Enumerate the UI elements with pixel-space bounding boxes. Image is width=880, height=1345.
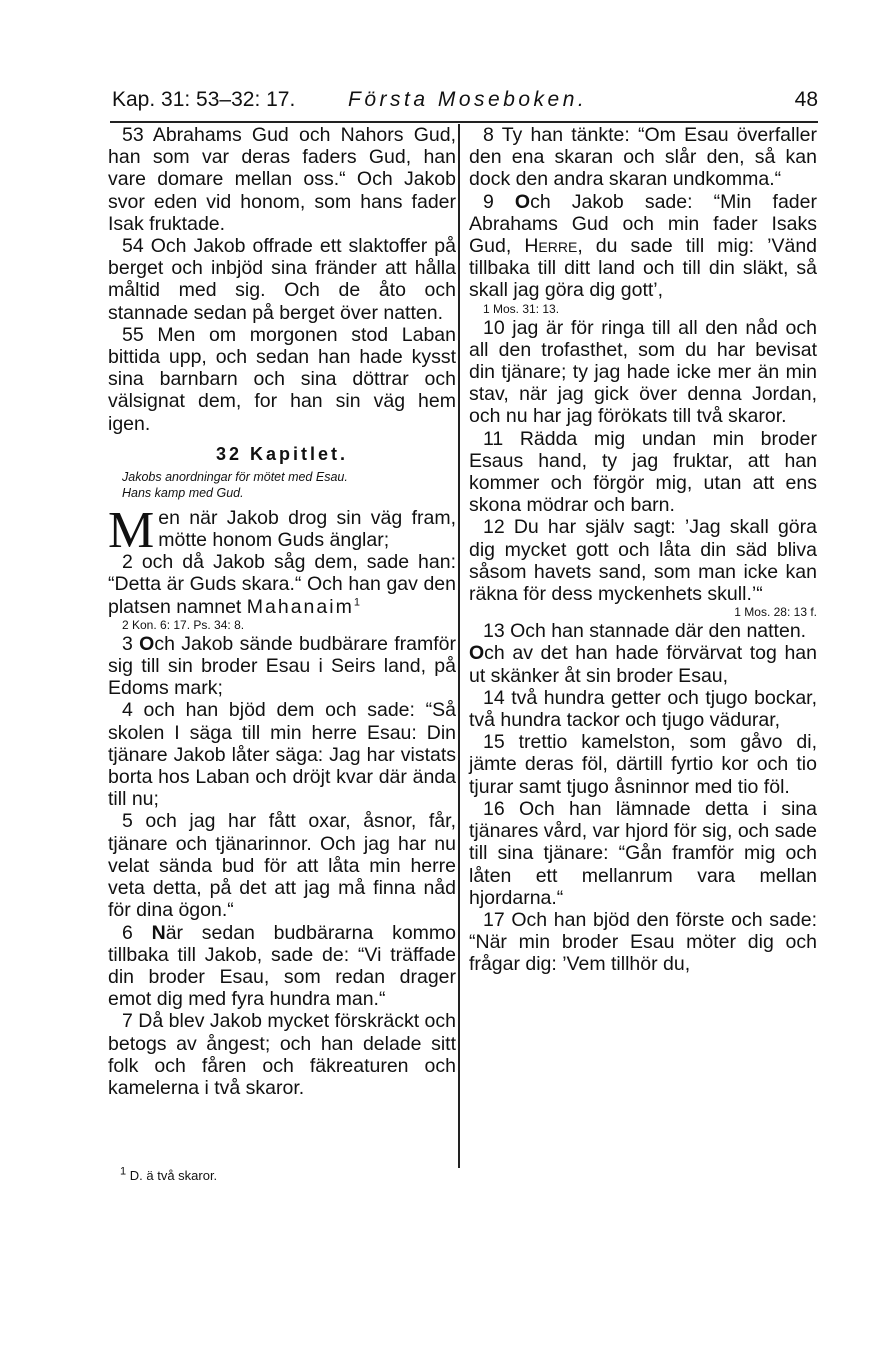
chapter-heading: 32 Kapitlet.: [215, 443, 349, 464]
verse-54: 54 Och Jakob offrade ett slaktoffer på berget och inbjöd sina fränder att hålla måltid med sig. Och de åto och stannade sedan på berget över natten.: [108, 235, 456, 324]
verse-8: 8 Ty han tänkte: “Om Esau överfaller den ena skaran och slår den, så kan dock den andra skaran undkomma.“: [469, 124, 817, 191]
verse-6-text: är sedan budbärarna kommo tillbaka till Jakob, sade de: “Vi träffade din broder Esau, som redan drager emot dig med fyra hundra man.“: [108, 921, 456, 1011]
verse-17: 17 Och han bjöd den förste och sade: “När min broder Esau möter dig och frågar dig: ’Vem tillhör du,: [469, 908, 817, 976]
column-divider: [458, 124, 460, 1168]
verse-9-text-b: , du sade till mig: ’Vänd tillbaka till ditt land och till din släkt, så skall jag göra dig gott’,: [469, 235, 818, 302]
verse-53: 53 Abrahams Gud och Nahors Gud, han som var deras faders Gud, han vare domare mellan oss.“ Och Jakob svor eden vid honom, som hans fader Isak fruktade.: [108, 124, 456, 235]
verse-9-initial: O: [514, 190, 531, 213]
verse-9-text-a: ch Jakob sade: “Min fader Abrahams Gud och min fader Isaks Gud,: [469, 190, 817, 258]
verse-2-text: 2 och då Jakob såg dem, sade han: “Detta är Guds skara.“ Och han gav den platsen namnet: [108, 551, 456, 618]
cross-reference: 1 Mos. 28: 13 f.: [734, 605, 817, 620]
verse-16: 16 Och han lämnade detta i sina tjänares vård, var hjord för sig, och sade till sina tjänare: “Gån framför mig och låten ett mellanrum vara mellan hjordarna.“: [469, 797, 817, 909]
footnote-mark: 1: [353, 596, 360, 609]
verse-4: 4 och han bjöd dem och sade: “Så skolen I säga till min herre Esau: Din tjänare Jakob låter säga: Jag har vistats borta hos Laban och dröjt kvar där ända till nu;: [108, 699, 456, 811]
verse-6-number: 6: [122, 921, 133, 944]
verse-1: [108, 501, 456, 559]
verse-11: 11 Rädda mig undan min broder Esaus hand, ty jag fruktar, att han kommer och förgör mig, utan att ens skona mödrar och barn.: [469, 427, 817, 517]
verse-9-number: 9: [483, 190, 494, 213]
verse-5: 5 och jag har fått oxar, åsnor, får, tjänare och tjänarinnor. Och jag har nu velat sända bud för att låta min herre veta detta, på det att jag må finna nåd för dina ögon.“: [108, 810, 456, 922]
verse-13: 13 Och han stannade där den natten.: [483, 620, 807, 643]
running-header: [112, 88, 818, 120]
drop-cap: M: [108, 501, 155, 559]
place-name-mahanaim: Mahanaim: [246, 595, 354, 618]
right-column: [469, 124, 817, 976]
verse-3-number: 3: [122, 632, 133, 655]
footnote-number: 1: [120, 1165, 127, 1178]
footnote-text: D. ä två skaror.: [129, 1168, 218, 1183]
verse-2: [108, 551, 456, 618]
verse-10: 10 jag är för ringa till all den nåd och all den trofasthet, som du har bevisat din tjänare; ty jag hade icke mer än min stav, när jag gick över denna Jordan, och nu har jag förökats till två skaror.: [469, 316, 817, 428]
verse-14: 14 två hundra getter och tjugo bockar, två hundra tackor och tjugo vädurar,: [469, 686, 817, 732]
verse-1-text: en när Jakob drog sin väg fram, mötte honom Guds änglar;: [158, 506, 456, 552]
verse-7: 7 Då blev Jakob mycket förskräckt och betogs av ångest; och han delade sitt folk och fåren och fäkreaturen och kamelerna i två skaror.: [108, 1010, 456, 1099]
verse-3-text: ch Jakob sände budbärare framför sig till sin broder Esau i Seirs land, på Edoms mark;: [108, 632, 456, 700]
verse-9: [469, 191, 817, 302]
verse-13b-text: ch av det han hade förvärvat tog han ut skänker åt sin broder Esau,: [469, 642, 817, 687]
cross-reference: 1 Mos. 31: 13.: [483, 301, 560, 316]
verse-13b-initial: O: [469, 642, 485, 665]
chapter-summary-1: Jakobs anordningar för mötet med Esau.: [122, 469, 348, 484]
chapter-range: Kap. 31: 53–32: 17.: [112, 88, 296, 111]
verse-55: 55 Men om morgonen stod Laban bittida upp, och sedan han hade kysst sina barnbarn och sina döttrar och välsignat dem, for han sin väg hem igen.: [108, 323, 456, 435]
verse-12: 12 Du har själv sagt: ’Jag skall göra dig mycket gott och låta din säd bliva såsom havets sand, som man icke kan räkna för dess myckenhets skull.’“: [469, 516, 817, 606]
cross-reference: 2 Kon. 6: 17. Ps. 34: 8.: [122, 617, 245, 632]
chapter-summary-2: Hans kamp med Gud.: [122, 485, 244, 500]
page-number: 48: [794, 88, 818, 111]
verse-3-initial: O: [139, 632, 155, 655]
verse-13b: [469, 642, 817, 686]
verse-3: [108, 633, 456, 700]
left-column: [108, 124, 456, 1099]
herre-small-caps: Herre: [524, 235, 578, 258]
footnote: [120, 1165, 218, 1183]
verse-6: [108, 922, 456, 1011]
book-title: Första Moseboken.: [348, 88, 588, 111]
header-rule: [110, 121, 818, 123]
verse-6-initial: N: [151, 921, 166, 944]
verse-15: 15 trettio kamelston, som gåvo di, jämte deras föl, därtill fyrtio kor och tio tjurar samt tjugo åsninnor med tio föl.: [469, 731, 817, 798]
